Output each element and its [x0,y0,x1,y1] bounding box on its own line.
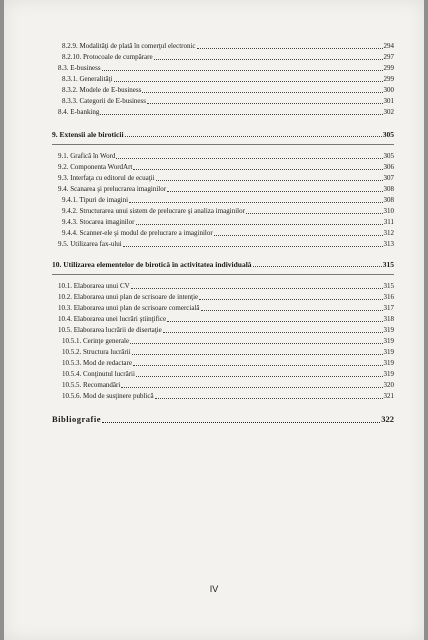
toc-entry-label: 9.5. Utilizarea fax-ului [58,240,122,248]
toc-entry-label: 10.5. Elaborarea lucrării de disertaţie [58,326,162,334]
leader-dots [142,86,382,93]
chapter-divider [52,274,394,275]
leader-dots [102,416,380,423]
toc-entry[interactable] [62,348,394,357]
toc-entry[interactable] [62,75,394,84]
toc-entry[interactable] [58,64,394,73]
toc-entry-page: 312 [383,229,394,237]
toc-entry-page: 300 [383,86,394,94]
leader-dots [123,240,383,247]
toc-entry-page: 319 [383,359,394,367]
toc-entry[interactable] [58,304,394,313]
toc-entry-label: 8.3.1. Generalităţi [62,75,113,83]
toc-entry-label: 10.5.4. Conţinutul lucrării [62,370,135,378]
toc-entry-label: 9.4.3. Stocarea imaginilor [62,218,135,226]
leader-dots [129,196,382,203]
leader-dots [132,348,383,355]
toc-entry-label: 9.4.4. Scanner-ele şi modul de prelucrare a imaginilor [62,229,213,237]
toc-entry-label: 10.2. Elaborarea unui plan de scrisoare de intenţie [58,293,199,301]
leader-dots [154,53,383,60]
toc-entry[interactable] [62,229,394,238]
leader-dots [130,337,382,344]
toc-entry-page: 307 [383,174,394,182]
leader-dots [156,174,383,181]
leader-dots [133,359,383,366]
leader-dots [114,75,383,82]
toc-entry-label: 9.4.2. Structurarea unui sistem de prelucrare şi analiza imaginilor [62,207,245,215]
leader-dots [246,207,383,214]
toc-entry[interactable] [58,108,394,117]
toc-entry-page: 308 [383,185,394,193]
toc-entry-page: 319 [383,337,394,345]
toc-entry-label: 10.5.6. Mod de susţinere publică [62,392,154,400]
toc-entry-label: 8.3.2. Modele de E-business [62,86,142,94]
toc-entry-page: 319 [383,348,394,356]
page-number: IV [209,584,219,594]
toc-entry-label: 9. Extensii ale biroticii [52,130,124,139]
toc-entry-page: 311 [383,218,394,226]
toc-entry[interactable] [58,163,394,172]
leader-dots [116,152,382,159]
toc-entry-label: 8.2.9. Modalităţi de plată în comerţul electronic [62,42,196,50]
toc-entry[interactable] [62,207,394,216]
toc-entry-page: 297 [383,53,394,61]
toc-entry-label: 9.2. Componenta WordArt [58,163,133,171]
toc-entry-label: 8.4. E-banking [58,108,100,116]
leader-dots [167,315,382,322]
toc-chapter-10[interactable] [52,260,394,269]
toc-entry-page: 321 [383,392,394,400]
leader-dots [163,326,383,333]
toc-entry-label: 9.4.1. Tipuri de imagini [62,196,129,204]
leader-dots [197,42,383,49]
toc-entry[interactable] [58,174,394,183]
toc-entry[interactable] [62,381,394,390]
toc-entry[interactable] [62,359,394,368]
toc-entry-label: 10.5.5. Recomandări [62,381,121,389]
toc-entry-page: 310 [383,207,394,215]
toc-entry-label: 9.3. Interfaţa cu editorul de ecuaţii [58,174,155,182]
toc-entry-page: 316 [383,293,394,301]
leader-dots [125,130,382,137]
toc-entry-page: 294 [383,42,394,50]
toc-entry-page: 305 [383,152,394,160]
toc-entry[interactable] [62,97,394,106]
toc-entry[interactable] [62,53,394,62]
leader-dots [100,108,382,115]
toc-entry-label: 8.3.3. Categorii de E-business [62,97,146,105]
leader-dots [199,293,382,300]
leader-dots [201,304,383,311]
toc-entry-page: 319 [383,370,394,378]
toc-entry-label: 10.3. Elaborarea unui plan de scrisoare comercială [58,304,200,312]
toc-entry-label: 8.2.10. Protocoale de cumpărare [62,53,153,61]
toc-entry-page: 302 [383,108,394,116]
toc-entry-label: Bibliografie [52,414,101,424]
toc-entry[interactable] [62,337,394,346]
toc-entry-page: 305 [382,130,394,139]
toc-entry[interactable] [58,185,394,194]
toc-entry[interactable] [58,240,394,249]
toc-entry[interactable] [58,152,394,161]
toc-chapter-9[interactable] [52,130,394,139]
leader-dots [102,64,383,71]
leader-dots [155,392,383,399]
toc-entry-page: 315 [382,260,394,269]
toc-entry[interactable] [62,86,394,95]
toc-entry[interactable] [58,282,394,291]
toc-entry-page: 317 [383,304,394,312]
toc-entry-page: 306 [383,163,394,171]
toc-entry-page: 322 [381,414,394,424]
toc-entry-page: 301 [383,97,394,105]
toc-entry-label: 10.4. Elaborarea unei lucrări ştiinţifice [58,315,167,323]
leader-dots [136,370,383,377]
toc-entry-page: 315 [383,282,394,290]
toc-entry-label: 10.5.2. Structura lucrării [62,348,131,356]
toc-entry-page: 299 [383,75,394,83]
leader-dots [253,260,382,267]
toc-entry-label: 10.1. Elaborarea unui CV [58,282,130,290]
toc-entry[interactable] [62,218,394,227]
toc-entry-label: 10.5.1. Cerinţe generale [62,337,130,345]
toc-bibliography[interactable] [52,414,394,425]
leader-dots [147,97,383,104]
toc-entry[interactable] [58,293,394,302]
toc-entry-label: 9.1. Grafică în Word [58,152,116,160]
leader-dots [136,218,383,225]
toc-entry[interactable] [62,196,394,205]
leader-dots [167,185,382,192]
leader-dots [214,229,383,236]
toc-entry[interactable] [62,370,394,379]
toc-entry-page: 319 [383,326,394,334]
toc-entry-page: 299 [383,64,394,72]
toc-entry-page: 308 [383,196,394,204]
toc-entry-label: 8.3. E-business [58,64,101,72]
leader-dots [131,282,383,289]
toc-entry-label: 10.5.3. Mod de redactare [62,359,132,367]
toc-entry-label: 9.4. Scanarea şi prelucrarea imaginilor [58,185,167,193]
toc-entry[interactable] [62,42,394,51]
toc-entry[interactable] [58,315,394,324]
leader-dots [133,163,382,170]
toc-entry[interactable] [62,392,394,401]
toc-entry[interactable] [58,326,394,335]
chapter-divider [52,144,394,145]
toc-entry-page: 320 [383,381,394,389]
leader-dots [121,381,382,388]
toc-entry-page: 313 [383,240,394,248]
toc-entry-label: 10. Utilizarea elementelor de birotică în activitatea individuală [52,260,252,269]
toc-entry-page: 318 [383,315,394,323]
